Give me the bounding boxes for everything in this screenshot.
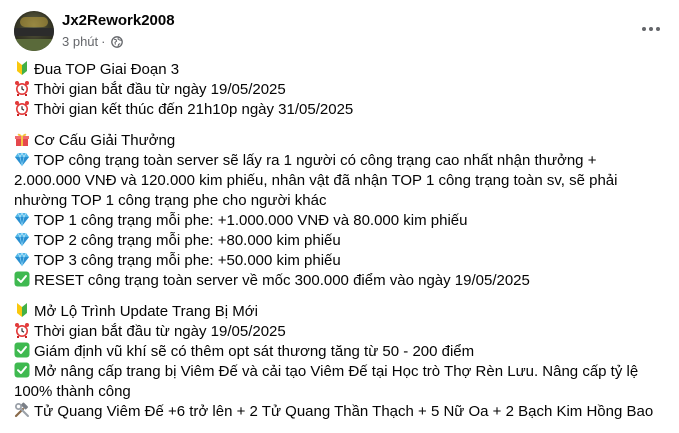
post-line-text: TOP 2 công trạng mỗi phe: +80.000 kim phiếu (34, 232, 341, 249)
more-options-button[interactable] (637, 15, 665, 43)
meta-separator: · (101, 34, 106, 49)
alarm-clock-icon (14, 100, 30, 116)
post-line (14, 80, 665, 100)
hammer-wrench-icon (14, 402, 30, 418)
globe-icon[interactable] (111, 36, 123, 48)
beginner-icon (14, 302, 30, 318)
gift-icon (14, 131, 30, 147)
post-section (14, 302, 665, 422)
gem-icon (14, 211, 30, 227)
post-line (14, 100, 665, 120)
post-line-text: Thời gian kết thúc đến 21h10p ngày 31/05/2025 (34, 101, 354, 118)
post-line-text: Mở nâng cấp trang bị Viêm Đế và cải tạo Viêm Đế tại Học trò Thợ Rèn Lưu. Nâng cấp tỷ lệ 100% thành công (14, 363, 639, 400)
gem-icon (14, 151, 30, 167)
beginner-icon (14, 60, 30, 76)
post-line (14, 211, 665, 231)
post-section (14, 60, 665, 120)
post-line (14, 60, 665, 80)
avatar[interactable] (14, 11, 54, 51)
post-body (14, 60, 665, 433)
post-section (14, 131, 665, 291)
post-line (14, 322, 665, 342)
post-time[interactable]: 3 phút (62, 34, 99, 49)
post-line (14, 231, 665, 251)
post-line-text: Giám định vũ khí sẽ có thêm opt sát thương tăng từ 50 - 200 điểm (34, 343, 475, 360)
post-line-text: Cơ Cấu Giải Thưởng (34, 132, 176, 149)
post-line-text: RESET công trạng toàn server về mốc 300.000 điểm vào ngày 19/05/2025 (34, 272, 530, 289)
post-line (14, 342, 665, 362)
author-name[interactable]: Jx2Rework2008 (62, 12, 175, 29)
post-line-text: TOP 3 công trạng mỗi phe: +50.000 kim phiếu (34, 252, 341, 269)
alarm-clock-icon (14, 80, 30, 96)
post-meta (62, 34, 123, 49)
post-line-text: Mở Lộ Trình Update Trang Bị Mới (34, 303, 258, 320)
post-line (14, 151, 665, 211)
alarm-clock-icon (14, 322, 30, 338)
post-line (14, 131, 665, 151)
check-mark-icon (14, 362, 30, 378)
post-header (14, 9, 665, 55)
more-options-icon (642, 27, 646, 31)
post-line (14, 302, 665, 322)
post-line (14, 402, 665, 422)
check-mark-icon (14, 271, 30, 287)
post-line-text: Đua TOP Giai Đoạn 3 (34, 61, 180, 78)
gem-icon (14, 251, 30, 267)
post-line (14, 271, 665, 291)
gem-icon (14, 231, 30, 247)
post-line-text: Tử Quang Viêm Đế +6 trở lên + 2 Tử Quang Thần Thạch + 5 Nữ Oa + 2 Bạch Kim Hồng Bao (34, 403, 654, 420)
post-line-text: Thời gian bắt đầu từ ngày 19/05/2025 (34, 323, 286, 340)
post-line-text: Thời gian bắt đầu từ ngày 19/05/2025 (34, 81, 286, 98)
post-line-text: TOP 1 công trạng mỗi phe: +1.000.000 VNĐ và 80.000 kim phiếu (34, 212, 468, 229)
post-line (14, 251, 665, 271)
post-line (14, 362, 665, 402)
check-mark-icon (14, 342, 30, 358)
post-line-text: TOP công trạng toàn server sẽ lấy ra 1 người có công trạng cao nhất nhận thưởng + 2.000.000 VNĐ và 120.000 kim phiếu, nhân vật đã nhận TOP 1 công trạng toàn sv, sẽ phải nhường TOP 1 công trạng phe cho người khác (14, 152, 618, 209)
